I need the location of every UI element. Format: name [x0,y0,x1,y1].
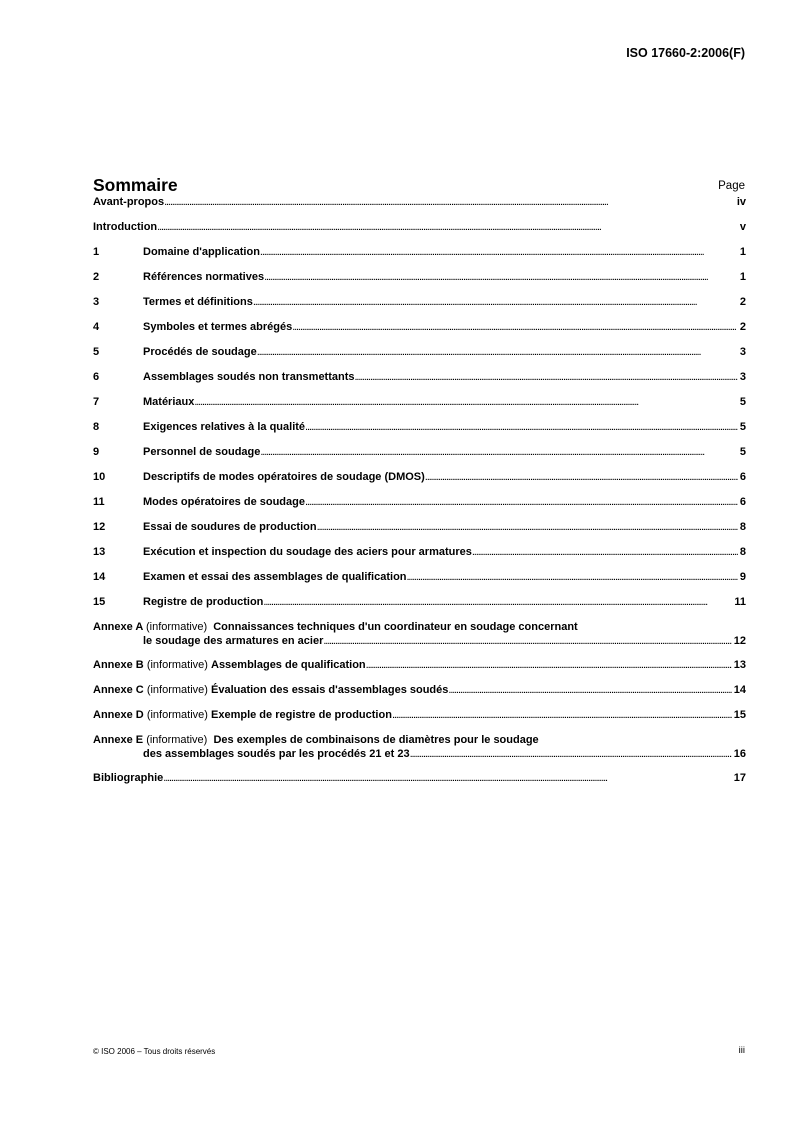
toc-entry-number: 8 [93,421,100,433]
toc-entry-number: 10 [93,471,106,483]
toc-entry-page[interactable]: 8 [739,521,746,533]
dot-leader [355,370,738,384]
annex-label: Annexe E [93,734,144,746]
toc-entry-title[interactable]: Domaine d'application [143,246,260,258]
toc-entry-title[interactable]: Assemblages de qualification [211,659,366,671]
toc-entry-line [143,345,746,359]
toc-entry-body [143,545,746,559]
toc-entry-line [93,634,746,648]
toc-entry[interactable] [93,570,746,595]
toc-entry-number: 1 [93,246,100,258]
dot-leader [472,545,738,559]
toc-entry-page[interactable]: 13 [733,659,746,671]
dot-leader [410,747,732,761]
toc-entry-body [143,370,746,384]
toc-entry-body [143,420,746,434]
toc-entry-title[interactable]: Modes opératoires de soudage [143,496,305,508]
toc-entry-title[interactable]: Procédés de soudage [143,346,257,358]
toc-entry-line [143,595,746,609]
toc-entry-number: 9 [93,446,100,458]
toc-entry-body [143,595,746,609]
toc-entry-number: 15 [93,596,106,608]
toc-entry-title[interactable]: Bibliographie [93,772,164,784]
toc-entry-line [143,570,746,584]
toc-entry-number: 3 [93,296,100,308]
annex-label: Annexe C [93,684,144,696]
toc-entry-line [93,683,746,697]
toc-entry-page[interactable]: 11 [734,596,746,608]
toc-entry-page[interactable]: 17 [733,772,746,784]
toc-entry-body [93,220,746,234]
toc-entry[interactable] [93,545,746,570]
toc-entry-number: 14 [93,571,106,583]
dot-leader [317,520,738,534]
toc-entry-line [143,295,746,309]
toc-entry-title[interactable]: Introduction [93,221,158,233]
toc-entry-body [143,320,746,334]
toc-bibliography[interactable] [93,771,746,796]
toc-entry-title[interactable]: Exemple de registre de production [211,709,392,721]
toc-entry-page[interactable]: 6 [739,471,746,483]
toc-entry-line [93,220,746,234]
toc-entry[interactable] [93,270,746,295]
toc-entry[interactable] [93,395,746,420]
toc-entry-line [143,470,746,484]
toc-entry-line [93,658,746,672]
toc-entry-body [143,270,746,284]
toc-entry-title[interactable]: Évaluation des essais d'assemblages soudés [211,684,449,696]
toc-entry-body [143,520,746,534]
dot-leader [194,395,738,409]
toc-entry[interactable] [93,595,746,620]
toc-entry-number: 11 [93,496,105,508]
toc-entry-page[interactable]: 5 [739,396,746,408]
toc-entry-title[interactable]: Personnel de soudage [143,446,261,458]
toc-entry-line [143,445,746,459]
annex-type: (informative) [145,621,208,633]
toc-entry-title[interactable]: Descriptifs de modes opératoires de soudage (DMOS) [143,471,425,483]
dot-leader [260,245,738,259]
toc-annex-entry[interactable] [93,708,746,733]
toc-entry-page[interactable]: 3 [739,371,746,383]
toc-entry[interactable] [93,220,746,245]
toc-entry-page[interactable]: 1 [739,246,746,258]
footer-page-number: iii [738,1045,745,1056]
toc-entry-line [143,370,746,384]
toc-entry-title[interactable]: Exigences relatives à la qualité [143,421,306,433]
toc-entry[interactable] [93,445,746,470]
toc-entry-line [93,747,746,761]
dot-leader [448,683,731,697]
toc-annex-entry[interactable] [93,620,746,658]
toc-entry[interactable] [93,420,746,445]
annex-prefix [93,708,211,722]
toc-entry-body [93,771,746,785]
toc-entry[interactable] [93,295,746,320]
toc-entry-page[interactable]: 3 [739,346,746,358]
dot-leader [164,195,735,209]
toc-entry[interactable] [93,495,746,520]
toc-entry-body [93,195,746,209]
toc-entry-title[interactable]: Examen et essai des assemblages de qualification [143,571,407,583]
toc-entry[interactable] [93,520,746,545]
dot-leader [263,595,732,609]
toc-entry-number: 12 [93,521,106,533]
toc-entry-body [93,708,746,722]
toc-entry-line [143,420,746,434]
toc-entry-body [143,295,746,309]
toc-entry-title[interactable]: Essai de soudures de production [143,521,317,533]
toc-entry-body [143,345,746,359]
toc-entry-title[interactable]: Matériaux [143,396,195,408]
toc-entry[interactable] [93,245,746,270]
toc-entry-page[interactable]: v [739,221,746,233]
toc-entry-number: 6 [93,371,100,383]
toc-entry-title[interactable]: Assemblages soudés non transmettants [143,371,355,383]
toc-entry-title[interactable]: des assemblages soudés par les procédés 21 et 23 [143,748,410,760]
annex-label: Annexe B [93,659,144,671]
toc-entry-page[interactable]: 8 [739,546,746,558]
annex-type: (informative) [146,734,208,746]
toc-entry-line [143,545,746,559]
toc-entry-number: 7 [93,396,100,408]
footer-copyright: © ISO 2006 – Tous droits réservés [93,1047,216,1056]
annex-type: (informative) [146,709,208,721]
toc-entry-page[interactable]: 6 [739,496,746,508]
annex-prefix [93,658,211,672]
toc-entry-number: 4 [93,321,100,333]
toc-entry-page[interactable]: 2 [739,321,746,333]
annex-prefix [93,683,211,697]
dot-leader [407,570,738,584]
page-column-label: Page [718,180,745,192]
toc-entry-page[interactable]: 9 [739,571,746,583]
toc-entry-body [143,245,746,259]
annex-label: Annexe D [93,709,144,721]
dot-leader [366,658,732,672]
table-of-contents [93,195,746,796]
toc-entry[interactable] [93,320,746,345]
toc-entry-body [143,495,746,509]
toc-entry-title[interactable]: Des exemples de combinaisons de diamètres pour le soudage [213,734,539,746]
document-id: ISO 17660-2:2006(F) [626,46,745,60]
toc-annex-entry[interactable] [93,683,746,708]
toc-entry-page[interactable]: 2 [739,296,746,308]
toc-entry-line [143,270,746,284]
toc-entry-body [143,445,746,459]
toc-entry-title[interactable]: Références normatives [143,271,265,283]
toc-entry-line [93,195,746,209]
toc-entry-number: 13 [93,546,106,558]
dot-leader [392,708,732,722]
toc-entry-line [93,771,746,785]
dot-leader [264,270,738,284]
annex-label: Annexe A [93,621,143,633]
toc-entry-body [143,470,746,484]
toc-annex-entry[interactable] [93,733,746,771]
toc-entry-page[interactable]: 5 [739,421,746,433]
dot-leader [292,320,738,334]
toc-entry-line [143,395,746,409]
toc-entry-page[interactable]: 15 [733,709,746,721]
toc-entry-line [143,520,746,534]
dot-leader [305,495,738,509]
toc-entry-title[interactable]: le soudage des armatures en acier [143,635,324,647]
toc-entry-line [143,320,746,334]
dot-leader [425,470,738,484]
toc-entry-title[interactable]: Symboles et termes abrégés [143,321,293,333]
toc-entry-line [93,708,746,722]
toc-entry-body [93,620,746,648]
toc-entry-page[interactable]: 16 [733,748,746,760]
toc-entry[interactable] [93,345,746,370]
dot-leader [260,445,738,459]
dot-leader [253,295,738,309]
toc-entry-number: 2 [93,271,100,283]
toc-entry-line [143,245,746,259]
toc-entry-title[interactable]: Avant-propos [93,196,165,208]
annex-type: (informative) [146,659,208,671]
toc-entry[interactable] [93,370,746,395]
dot-leader [157,220,738,234]
toc-entry-page[interactable]: 5 [739,446,746,458]
page-title: Sommaire [93,175,178,195]
toc-entry-body [143,395,746,409]
toc-annex-entry[interactable] [93,658,746,683]
toc-entry-line [143,495,746,509]
dot-leader [163,771,731,785]
toc-entry-title[interactable]: Registre de production [143,596,264,608]
dot-leader [305,420,738,434]
dot-leader [323,634,731,648]
annex-type: (informative) [146,684,208,696]
toc-entry-page[interactable]: iv [736,196,746,208]
toc-entry-page[interactable]: 1 [739,271,746,283]
toc-entry-page[interactable]: 14 [733,684,746,696]
toc-entry-body [93,733,746,761]
toc-entry-title[interactable]: Connaissances techniques d'un coordinateur en soudage concernant [213,621,578,633]
toc-entry-line [93,620,746,634]
toc-entry-number: 5 [93,346,100,358]
dot-leader [257,345,738,359]
toc-entry-title[interactable]: Exécution et inspection du soudage des aciers pour armatures [143,546,472,558]
toc-entry-body [143,570,746,584]
toc-entry-title[interactable]: Termes et définitions [143,296,253,308]
toc-entry-body [93,683,746,697]
toc-entry[interactable] [93,195,746,220]
toc-entry-body [93,658,746,672]
toc-entry-line [93,733,746,747]
toc-entry-page[interactable]: 12 [733,635,746,647]
toc-entry[interactable] [93,470,746,495]
